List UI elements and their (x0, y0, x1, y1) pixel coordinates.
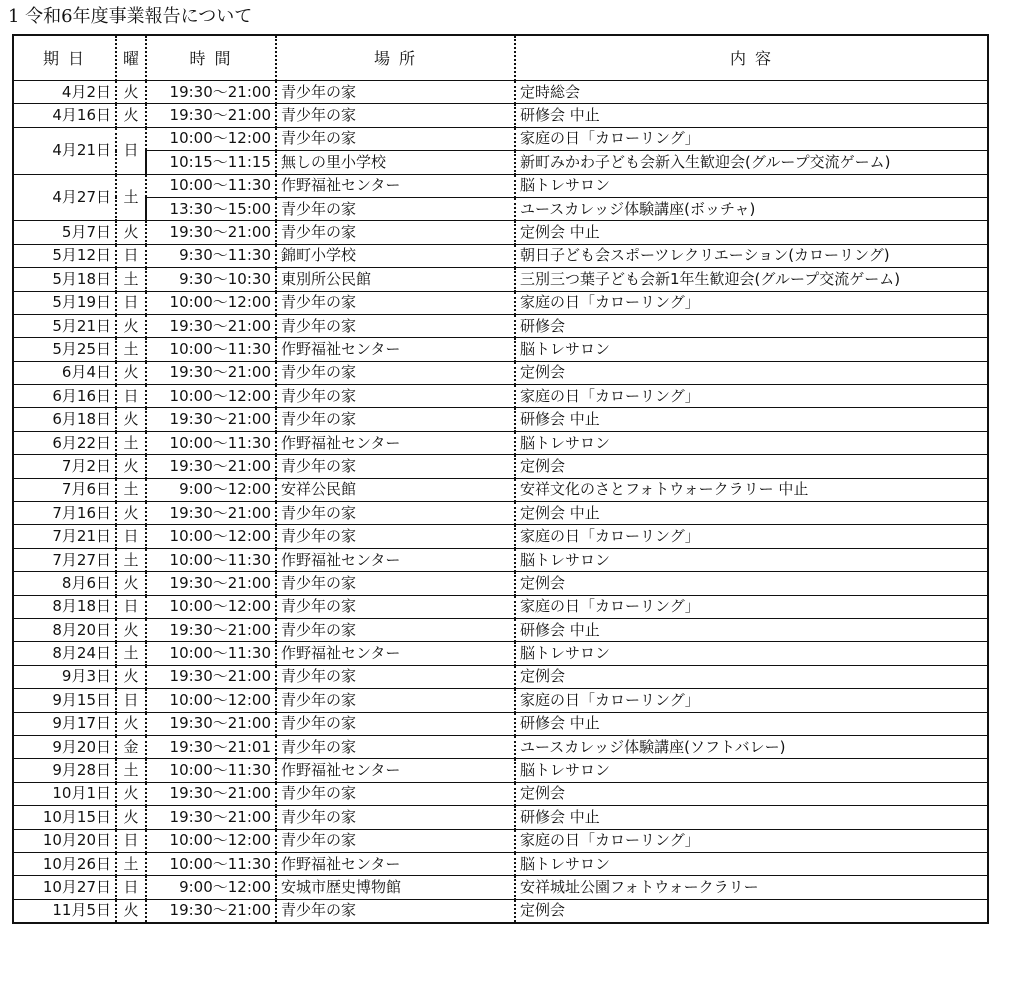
date-cell: 5月18日 (13, 268, 116, 291)
weekday-cell: 火 (116, 314, 146, 337)
place-cell: 東別所公民館 (276, 268, 515, 291)
content-cell: 脳トレサロン (515, 642, 988, 665)
weekday-cell: 土 (116, 268, 146, 291)
table-row (13, 899, 988, 923)
content-cell: 研修会 中止 (515, 104, 988, 127)
date-cell: 7月27日 (13, 548, 116, 571)
table-row (13, 642, 988, 665)
time-cell: 19:30～21:00 (146, 455, 276, 478)
table-row (13, 197, 988, 220)
date-cell: 9月3日 (13, 665, 116, 688)
date-cell: 8月6日 (13, 572, 116, 595)
table-row (13, 221, 988, 244)
date-cell: 5月25日 (13, 338, 116, 361)
place-cell: 作野福祉センター (276, 642, 515, 665)
table-row (13, 595, 988, 618)
time-cell: 10:00～12:00 (146, 291, 276, 314)
table-row (13, 806, 988, 829)
table-row (13, 829, 988, 852)
weekday-cell: 火 (116, 618, 146, 641)
table-row (13, 735, 988, 758)
time-cell: 10:00～11:30 (146, 852, 276, 875)
place-cell: 錦町小学校 (276, 244, 515, 267)
table-row (13, 455, 988, 478)
date-cell: 6月4日 (13, 361, 116, 384)
content-cell: 定例会 (515, 665, 988, 688)
table-body (13, 81, 988, 924)
content-cell: 脳トレサロン (515, 759, 988, 782)
content-cell: 家庭の日「カローリング」 (515, 829, 988, 852)
date-cell: 8月18日 (13, 595, 116, 618)
time-cell: 10:00～12:00 (146, 525, 276, 548)
table-row (13, 104, 988, 127)
place-cell: 青少年の家 (276, 291, 515, 314)
content-cell: 定時総会 (515, 81, 988, 104)
place-cell: 青少年の家 (276, 899, 515, 923)
weekday-cell: 日 (116, 876, 146, 899)
weekday-cell: 火 (116, 712, 146, 735)
place-cell: 青少年の家 (276, 361, 515, 384)
weekday-cell: 火 (116, 408, 146, 431)
time-cell: 10:00～12:00 (146, 689, 276, 712)
place-cell: 作野福祉センター (276, 548, 515, 571)
time-cell: 9:00～12:00 (146, 876, 276, 899)
header-content: 内 容 (515, 35, 988, 81)
date-cell: 9月28日 (13, 759, 116, 782)
date-cell: 4月27日 (13, 174, 116, 221)
place-cell: 青少年の家 (276, 712, 515, 735)
place-cell: 無しの里小学校 (276, 151, 515, 174)
weekday-cell: 火 (116, 665, 146, 688)
place-cell: 青少年の家 (276, 829, 515, 852)
table-row (13, 502, 988, 525)
date-cell: 5月19日 (13, 291, 116, 314)
place-cell: 青少年の家 (276, 408, 515, 431)
content-cell: 安祥城址公園フォトウォークラリー (515, 876, 988, 899)
content-cell: 安祥文化のさとフォトウォークラリー 中止 (515, 478, 988, 501)
time-cell: 19:30～21:00 (146, 81, 276, 104)
time-cell: 10:00～11:30 (146, 338, 276, 361)
time-cell: 10:00～11:30 (146, 759, 276, 782)
table-row (13, 876, 988, 899)
schedule-table (12, 34, 989, 924)
place-cell: 青少年の家 (276, 618, 515, 641)
table-row (13, 314, 988, 337)
weekday-cell: 土 (116, 431, 146, 454)
weekday-cell: 火 (116, 455, 146, 478)
date-cell: 7月16日 (13, 502, 116, 525)
table-row (13, 572, 988, 595)
table-row (13, 782, 988, 805)
content-cell: 三別三つ葉子ども会新1年生歓迎会(グループ交流ゲーム) (515, 268, 988, 291)
date-cell: 7月2日 (13, 455, 116, 478)
time-cell: 9:00～12:00 (146, 478, 276, 501)
place-cell: 青少年の家 (276, 197, 515, 220)
place-cell: 青少年の家 (276, 104, 515, 127)
table-row (13, 548, 988, 571)
content-cell: 定例会 中止 (515, 221, 988, 244)
weekday-cell: 土 (116, 759, 146, 782)
table-row (13, 665, 988, 688)
table-header-row (13, 35, 988, 81)
weekday-cell: 土 (116, 642, 146, 665)
place-cell: 青少年の家 (276, 502, 515, 525)
content-cell: 家庭の日「カローリング」 (515, 385, 988, 408)
place-cell: 青少年の家 (276, 689, 515, 712)
weekday-cell: 火 (116, 572, 146, 595)
date-cell: 9月15日 (13, 689, 116, 712)
table-row (13, 759, 988, 782)
place-cell: 作野福祉センター (276, 759, 515, 782)
content-cell: 脳トレサロン (515, 431, 988, 454)
date-cell: 4月2日 (13, 81, 116, 104)
weekday-cell: 火 (116, 502, 146, 525)
content-cell: 定例会 (515, 361, 988, 384)
time-cell: 10:15～11:15 (146, 151, 276, 174)
content-cell: 新町みかわ子ども会新入生歓迎会(グループ交流ゲーム) (515, 151, 988, 174)
time-cell: 19:30～21:00 (146, 899, 276, 923)
time-cell: 9:30～11:30 (146, 244, 276, 267)
header-time: 時 間 (146, 35, 276, 81)
place-cell: 青少年の家 (276, 665, 515, 688)
table-row (13, 852, 988, 875)
date-cell: 10月1日 (13, 782, 116, 805)
content-cell: 定例会 (515, 455, 988, 478)
content-cell: 朝日子ども会スポーツレクリエーション(カローリング) (515, 244, 988, 267)
table-row (13, 361, 988, 384)
date-cell: 10月20日 (13, 829, 116, 852)
content-cell: 家庭の日「カローリング」 (515, 291, 988, 314)
content-cell: 研修会 (515, 314, 988, 337)
time-cell: 10:00～11:30 (146, 548, 276, 571)
date-cell: 7月6日 (13, 478, 116, 501)
weekday-cell: 土 (116, 174, 146, 221)
weekday-cell: 火 (116, 221, 146, 244)
table-row (13, 689, 988, 712)
section-title: 1 令和6年度事業報告について (8, 6, 253, 27)
weekday-cell: 日 (116, 525, 146, 548)
place-cell: 作野福祉センター (276, 174, 515, 197)
table-row (13, 338, 988, 361)
content-cell: 定例会 中止 (515, 502, 988, 525)
content-cell: 研修会 中止 (515, 408, 988, 431)
table-row (13, 127, 988, 150)
date-cell: 10月15日 (13, 806, 116, 829)
place-cell: 安城市歴史博物館 (276, 876, 515, 899)
date-cell: 4月16日 (13, 104, 116, 127)
weekday-cell: 火 (116, 104, 146, 127)
table-row (13, 618, 988, 641)
weekday-cell: 金 (116, 735, 146, 758)
time-cell: 19:30～21:00 (146, 618, 276, 641)
place-cell: 青少年の家 (276, 572, 515, 595)
time-cell: 10:00～12:00 (146, 595, 276, 618)
table-row (13, 712, 988, 735)
place-cell: 安祥公民館 (276, 478, 515, 501)
weekday-cell: 火 (116, 806, 146, 829)
content-cell: 脳トレサロン (515, 548, 988, 571)
time-cell: 10:00～12:00 (146, 385, 276, 408)
date-cell: 8月24日 (13, 642, 116, 665)
date-cell: 4月21日 (13, 127, 116, 174)
weekday-cell: 土 (116, 478, 146, 501)
header-day: 曜 (116, 35, 146, 81)
content-cell: ユースカレッジ体験講座(ソフトバレー) (515, 735, 988, 758)
content-cell: 家庭の日「カローリング」 (515, 595, 988, 618)
content-cell: 定例会 (515, 899, 988, 923)
weekday-cell: 日 (116, 385, 146, 408)
place-cell: 青少年の家 (276, 314, 515, 337)
time-cell: 19:30～21:00 (146, 314, 276, 337)
weekday-cell: 火 (116, 361, 146, 384)
place-cell: 青少年の家 (276, 595, 515, 618)
table-row (13, 81, 988, 104)
content-cell: 定例会 (515, 572, 988, 595)
header-place: 場 所 (276, 35, 515, 81)
weekday-cell: 日 (116, 829, 146, 852)
time-cell: 10:00～11:30 (146, 642, 276, 665)
weekday-cell: 火 (116, 899, 146, 923)
date-cell: 5月12日 (13, 244, 116, 267)
place-cell: 青少年の家 (276, 782, 515, 805)
content-cell: 脳トレサロン (515, 852, 988, 875)
weekday-cell: 日 (116, 244, 146, 267)
time-cell: 19:30～21:00 (146, 104, 276, 127)
weekday-cell: 火 (116, 782, 146, 805)
table-row (13, 268, 988, 291)
place-cell: 作野福祉センター (276, 338, 515, 361)
date-cell: 10月27日 (13, 876, 116, 899)
content-cell: 研修会 中止 (515, 712, 988, 735)
date-cell: 10月26日 (13, 852, 116, 875)
time-cell: 19:30～21:00 (146, 361, 276, 384)
place-cell: 青少年の家 (276, 81, 515, 104)
time-cell: 10:00～11:30 (146, 431, 276, 454)
time-cell: 19:30～21:00 (146, 806, 276, 829)
weekday-cell: 土 (116, 852, 146, 875)
time-cell: 19:30～21:00 (146, 782, 276, 805)
time-cell: 19:30～21:00 (146, 408, 276, 431)
time-cell: 19:30～21:00 (146, 712, 276, 735)
date-cell: 6月16日 (13, 385, 116, 408)
content-cell: ユースカレッジ体験講座(ボッチャ) (515, 197, 988, 220)
time-cell: 9:30～10:30 (146, 268, 276, 291)
time-cell: 10:00～12:00 (146, 829, 276, 852)
place-cell: 青少年の家 (276, 221, 515, 244)
place-cell: 作野福祉センター (276, 431, 515, 454)
table-row (13, 408, 988, 431)
weekday-cell: 土 (116, 338, 146, 361)
place-cell: 作野福祉センター (276, 852, 515, 875)
content-cell: 研修会 中止 (515, 618, 988, 641)
date-cell: 6月18日 (13, 408, 116, 431)
table-row (13, 244, 988, 267)
weekday-cell: 日 (116, 595, 146, 618)
place-cell: 青少年の家 (276, 455, 515, 478)
weekday-cell: 土 (116, 548, 146, 571)
date-cell: 9月17日 (13, 712, 116, 735)
place-cell: 青少年の家 (276, 806, 515, 829)
place-cell: 青少年の家 (276, 127, 515, 150)
content-cell: 家庭の日「カローリング」 (515, 127, 988, 150)
header-date: 期 日 (13, 35, 116, 81)
content-cell: 家庭の日「カローリング」 (515, 689, 988, 712)
date-cell: 6月22日 (13, 431, 116, 454)
date-cell: 7月21日 (13, 525, 116, 548)
content-cell: 脳トレサロン (515, 338, 988, 361)
weekday-cell: 日 (116, 689, 146, 712)
table-row (13, 385, 988, 408)
date-cell: 9月20日 (13, 735, 116, 758)
time-cell: 10:00～11:30 (146, 174, 276, 197)
weekday-cell: 日 (116, 127, 146, 174)
time-cell: 19:30～21:00 (146, 221, 276, 244)
time-cell: 19:30～21:00 (146, 665, 276, 688)
time-cell: 13:30～15:00 (146, 197, 276, 220)
table-row (13, 151, 988, 174)
date-cell: 11月5日 (13, 899, 116, 923)
time-cell: 19:30～21:00 (146, 572, 276, 595)
table-row (13, 525, 988, 548)
place-cell: 青少年の家 (276, 525, 515, 548)
content-cell: 定例会 (515, 782, 988, 805)
table-row (13, 478, 988, 501)
content-cell: 家庭の日「カローリング」 (515, 525, 988, 548)
date-cell: 5月21日 (13, 314, 116, 337)
date-cell: 5月7日 (13, 221, 116, 244)
table-row (13, 291, 988, 314)
place-cell: 青少年の家 (276, 385, 515, 408)
content-cell: 脳トレサロン (515, 174, 988, 197)
weekday-cell: 火 (116, 81, 146, 104)
weekday-cell: 日 (116, 291, 146, 314)
content-cell: 研修会 中止 (515, 806, 988, 829)
table-row (13, 174, 988, 197)
date-cell: 8月20日 (13, 618, 116, 641)
time-cell: 10:00～12:00 (146, 127, 276, 150)
place-cell: 青少年の家 (276, 735, 515, 758)
table-row (13, 431, 988, 454)
time-cell: 19:30～21:00 (146, 502, 276, 525)
time-cell: 19:30～21:01 (146, 735, 276, 758)
